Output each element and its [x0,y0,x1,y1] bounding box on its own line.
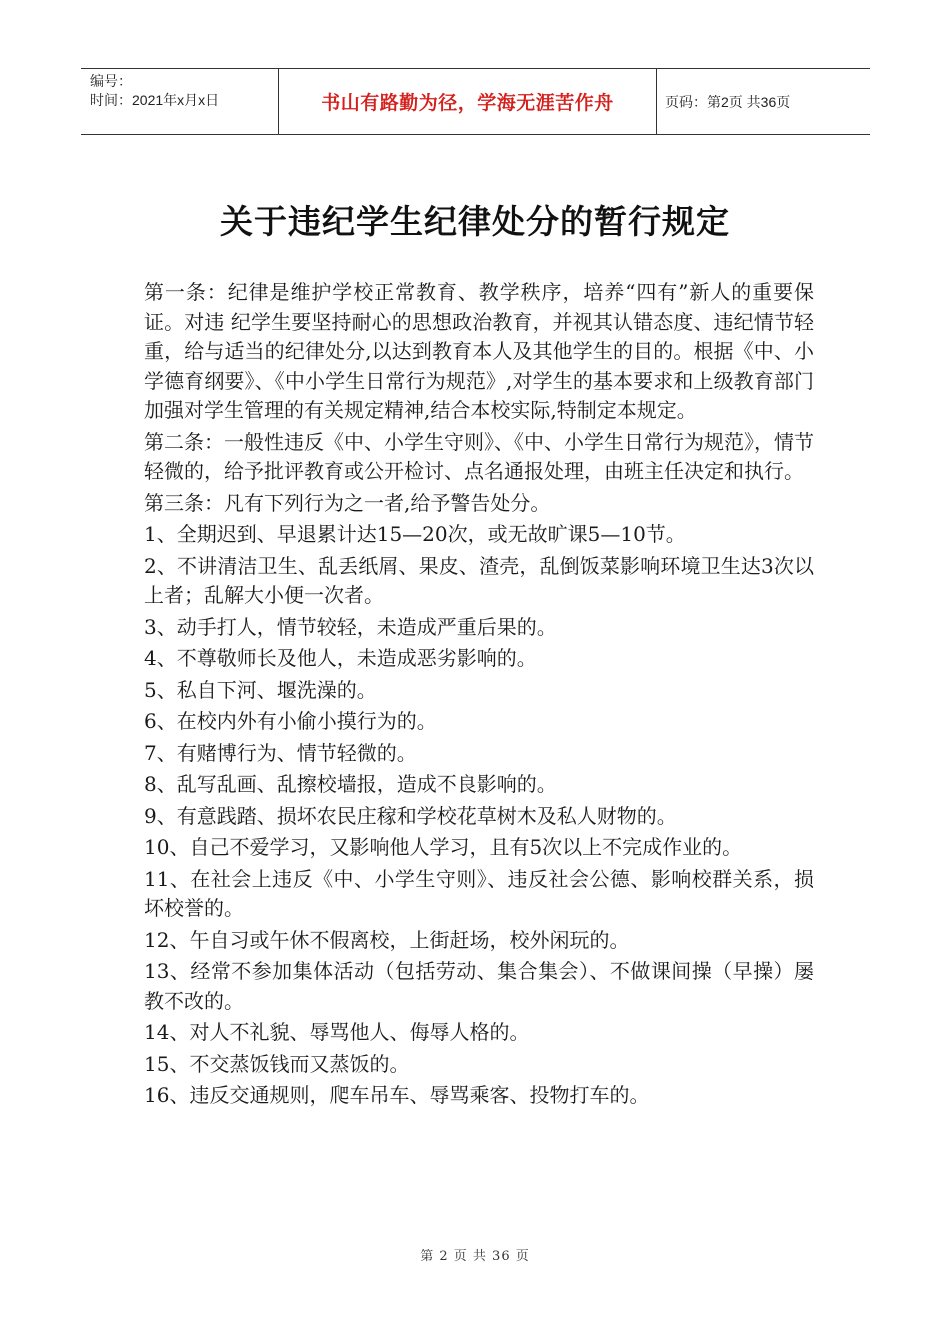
list-item: 5、私自下河、堰洗澡的。 [144,677,377,702]
article-1: 第一条：纪律是维护学校正常教育、教学秩序，培养“四有”新人的重要保证。对违 纪学生要坚持耐心的思想政治教育，并视其认错态度、违纪情节轻重，给与适当的纪律处分,以达到教育本人及其他学生的目的。根据《中、小学德育纲要》、《中小学生日常行为规范》,对学生的基本要求和上级教育部门加强对学生管理的有关规定精神,结合本校实际,特制定本规定。 [144,280,814,422]
article-2: 第二条：一般性违反《中、小学生守则》、《中、小学生日常行为规范》，情节轻微的，给予批评教育或公开检讨、点名通报处理，由班主任决定和执行。 [144,429,814,483]
document-header [81,68,870,135]
list-item: 4、不尊敬师长及他人，未造成恶劣影响的。 [144,646,537,670]
list-item: 9、有意践踏、损坏农民庄稼和学校花草树木及私人财物的。 [144,803,677,828]
list-item: 6、在校内外有小偷小摸行为的。 [144,709,437,733]
document-number-label: 编号： [90,73,132,89]
list-item: 1、全期迟到、早退累计达15—20次，或无故旷课5—10节。 [144,522,686,546]
document-date: 时间：2021年x月x日 [90,92,220,108]
page-footer: 第 2 页 共 36 页 [420,1249,530,1264]
header-motto-cell [279,69,657,134]
list-item: 2、不讲清洁卫生、乱丢纸屑、果皮、渣壳，乱倒饭菜影响环境卫生达3次以上者；乱解大小便一次者。 [144,553,814,607]
document-title: 关于违纪学生纪律处分的暂行规定 [220,202,730,241]
list-item: 3、动手打人，情节较轻，未造成严重后果的。 [144,614,557,639]
motto: 书山有路勤为径，学海无涯苦作舟 [321,92,614,114]
list-item: 13、经常不参加集体活动（包括劳动、集合集会）、不做课间操（早操）屡教不改的。 [144,959,814,1013]
list-item: 10、自己不爱学习，又影响他人学习，且有5次以上不完成作业的。 [144,835,743,859]
list-item: 11、在社会上违反《中、小学生守则》、违反社会公德、影响校群关系，损坏校誉的。 [144,866,814,920]
page-info: 页码：第2页 共36页 [665,93,791,110]
header-page-cell [657,69,870,134]
header-meta-cell [81,69,279,134]
list-item: 16、违反交通规则，爬车吊车、辱骂乘客、投物打车的。 [144,1083,650,1107]
list-item: 14、对人不礼貌、辱骂他人、侮辱人格的。 [144,1020,530,1044]
list-item: 12、午自习或午休不假离校，上街赶场，校外闲玩的。 [144,927,630,952]
article-3: 第三条：凡有下列行为之一者,给予警告处分。 [144,490,551,515]
list-item: 15、不交蒸饭钱而又蒸饭的。 [144,1051,410,1076]
list-item: 8、乱写乱画、乱擦校墙报，造成不良影响的。 [144,772,557,796]
document-body [144,278,814,1111]
list-item: 7、有赌博行为、情节轻微的。 [144,740,417,765]
